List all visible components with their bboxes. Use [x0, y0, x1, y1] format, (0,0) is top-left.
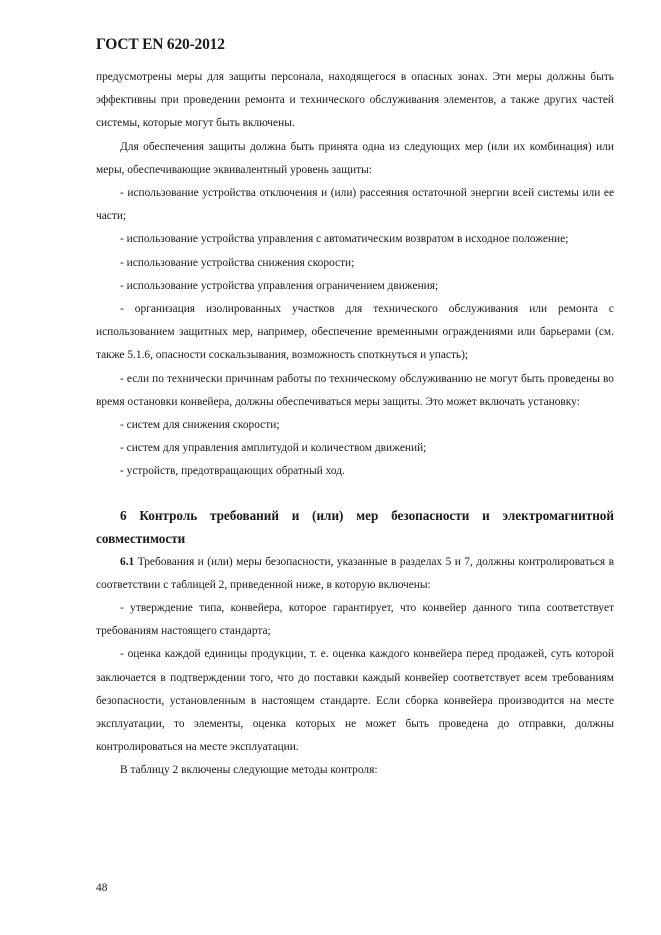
sub-list-item: - систем для управления амплитудой и количеством движений;	[120, 442, 427, 455]
list-item: - использование устройства отключения и (или) рассеяния остаточной энергии всей системы или ее части;	[96, 187, 614, 223]
paragraph: В таблицу 2 включены следующие методы контроля:	[120, 764, 378, 777]
page-number: 48	[96, 882, 108, 894]
list-item: - использование устройства управления с автоматическим возвратом в исходное положение;	[120, 233, 569, 246]
list-item: - использование устройства снижения скорости;	[120, 256, 355, 269]
list-item: - оценка каждой единицы продукции, т. е. оценка каждого конвейера перед продажей, суть которой заключается в подтверждении того, что до поставки каждый конвейер соответствует всем требованиям безопасности, установленным в настоящем стандарте. Если сборка конвейера производится на месте эксплуатации, то элементы, оценка которых не может быть проведена до отправки, должны контролироваться на месте эксплуатации.	[96, 648, 614, 754]
list-item: - утверждение типа, конвейера, которое гарантирует, что конвейер данного типа соответствует требованиям настоящего стандарта;	[96, 602, 614, 638]
list-item: - организация изолированных участков для технического обслуживания или ремонта с использованием защитных мер, например, обеспечение временными ограждениями или барьерами (см. также 5.1.6, опасности соскальзывания, возможность споткнуться и упасть);	[96, 303, 614, 362]
sub-list-item: - систем для снижения скорости;	[120, 419, 280, 432]
paragraph: предусмотрены меры для защиты персонала, находящегося в опасных зонах. Эти меры должны быть эффективны при проведении ремонта и технического обслуживания элементов, а также других частей системы, которые могут быть включены.	[96, 71, 614, 130]
sub-list-item: - устройств, предотвращающих обратный ход.	[120, 465, 345, 478]
subsection-text: Требования и (или) меры безопасности, указанные в разделах 5 и 7, должны контролироваться в соответствии с таблицей 2, приведенной ниже, в которую включены:	[96, 555, 614, 591]
section-heading: 6 Контроль требований и (или) мер безопасности и электромагнитной совместимости	[96, 507, 614, 547]
list-item: - если по технически причинам работы по техническому обслуживанию не могут быть проведены во время остановки конвейера, должны обеспечиваться меры защиты. Это может включать установку:	[96, 372, 614, 408]
document-header: ГОСТ EN 620-2012	[96, 36, 225, 53]
subsection-paragraph	[96, 551, 614, 597]
subsection-number: 6.1	[120, 555, 135, 568]
paragraph: Для обеспечения защиты должна быть принята одна из следующих мер (или их комбинация) или меры, обеспечивающие эквивалентный уровень защиты:	[96, 140, 614, 176]
list-item: - использование устройства управления ограничением движения;	[120, 279, 439, 292]
document-body	[96, 66, 614, 783]
